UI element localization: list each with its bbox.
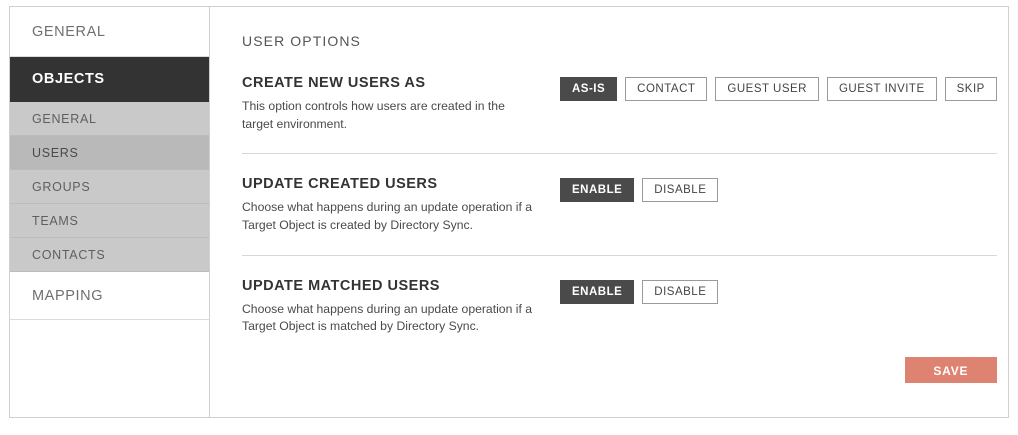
option-button-guest-invite[interactable]: GUEST INVITE: [827, 77, 937, 101]
option-button-disable[interactable]: DISABLE: [642, 178, 718, 202]
sidebar-item-label: TEAMS: [32, 214, 79, 228]
sidebar-item-label: GENERAL: [32, 112, 97, 126]
option-button-enable[interactable]: ENABLE: [560, 280, 634, 304]
option-text-block: [242, 278, 560, 336]
sidebar-item-label: GROUPS: [32, 180, 91, 194]
option-button-disable[interactable]: DISABLE: [642, 280, 718, 304]
option-button-group: [560, 75, 997, 101]
sidebar-item-general[interactable]: [10, 102, 209, 136]
sidebar-item-users[interactable]: [10, 136, 209, 170]
option-button-guest-user[interactable]: GUEST USER: [715, 77, 819, 101]
option-title: CREATE NEW USERS AS: [242, 75, 426, 91]
sidebar-item-label: MAPPING: [32, 288, 104, 304]
option-description: This option controls how users are created in the target environment.: [242, 99, 505, 131]
save-button[interactable]: SAVE: [905, 357, 997, 383]
option-button-as-is[interactable]: AS-IS: [560, 77, 617, 101]
option-description: Choose what happens during an update operation if a Target Object is matched by Directory Sync.: [242, 301, 533, 334]
option-text-block: [242, 75, 560, 133]
option-title: UPDATE MATCHED USERS: [242, 277, 440, 294]
main-content: [210, 7, 1018, 417]
sidebar-item-groups[interactable]: [10, 170, 209, 204]
sidebar-item-label: GENERAL: [32, 24, 106, 40]
option-button-skip[interactable]: SKIP: [945, 77, 997, 101]
sidebar-item-label: CONTACTS: [32, 248, 106, 262]
sidebar-item-teams[interactable]: [10, 204, 209, 238]
option-button-contact[interactable]: CONTACT: [625, 77, 707, 101]
option-row-update-matched-users: [242, 278, 997, 356]
save-area: [905, 357, 997, 383]
sidebar-item-label: USERS: [32, 146, 79, 160]
option-description: Choose what happens during an update operation if a Target Object is created by Directory Sync.: [242, 200, 533, 233]
option-row-update-created-users: [242, 176, 997, 255]
option-button-enable[interactable]: ENABLE: [560, 178, 634, 202]
option-row-create-new-users-as: [242, 75, 997, 154]
sidebar-item-objects[interactable]: [10, 57, 209, 102]
option-text-block: [242, 176, 560, 234]
sidebar-item-contacts[interactable]: [10, 238, 209, 272]
option-button-group: [560, 176, 718, 202]
sidebar: [10, 7, 210, 417]
sidebar-item-mapping[interactable]: [10, 272, 209, 320]
settings-panel: [9, 6, 1009, 418]
sidebar-item-general-top[interactable]: [10, 7, 209, 57]
sidebar-section-label: OBJECTS: [32, 71, 105, 87]
page-title: USER OPTIONS: [242, 33, 361, 49]
option-title: UPDATE CREATED USERS: [242, 176, 438, 193]
option-button-group: [560, 278, 718, 304]
